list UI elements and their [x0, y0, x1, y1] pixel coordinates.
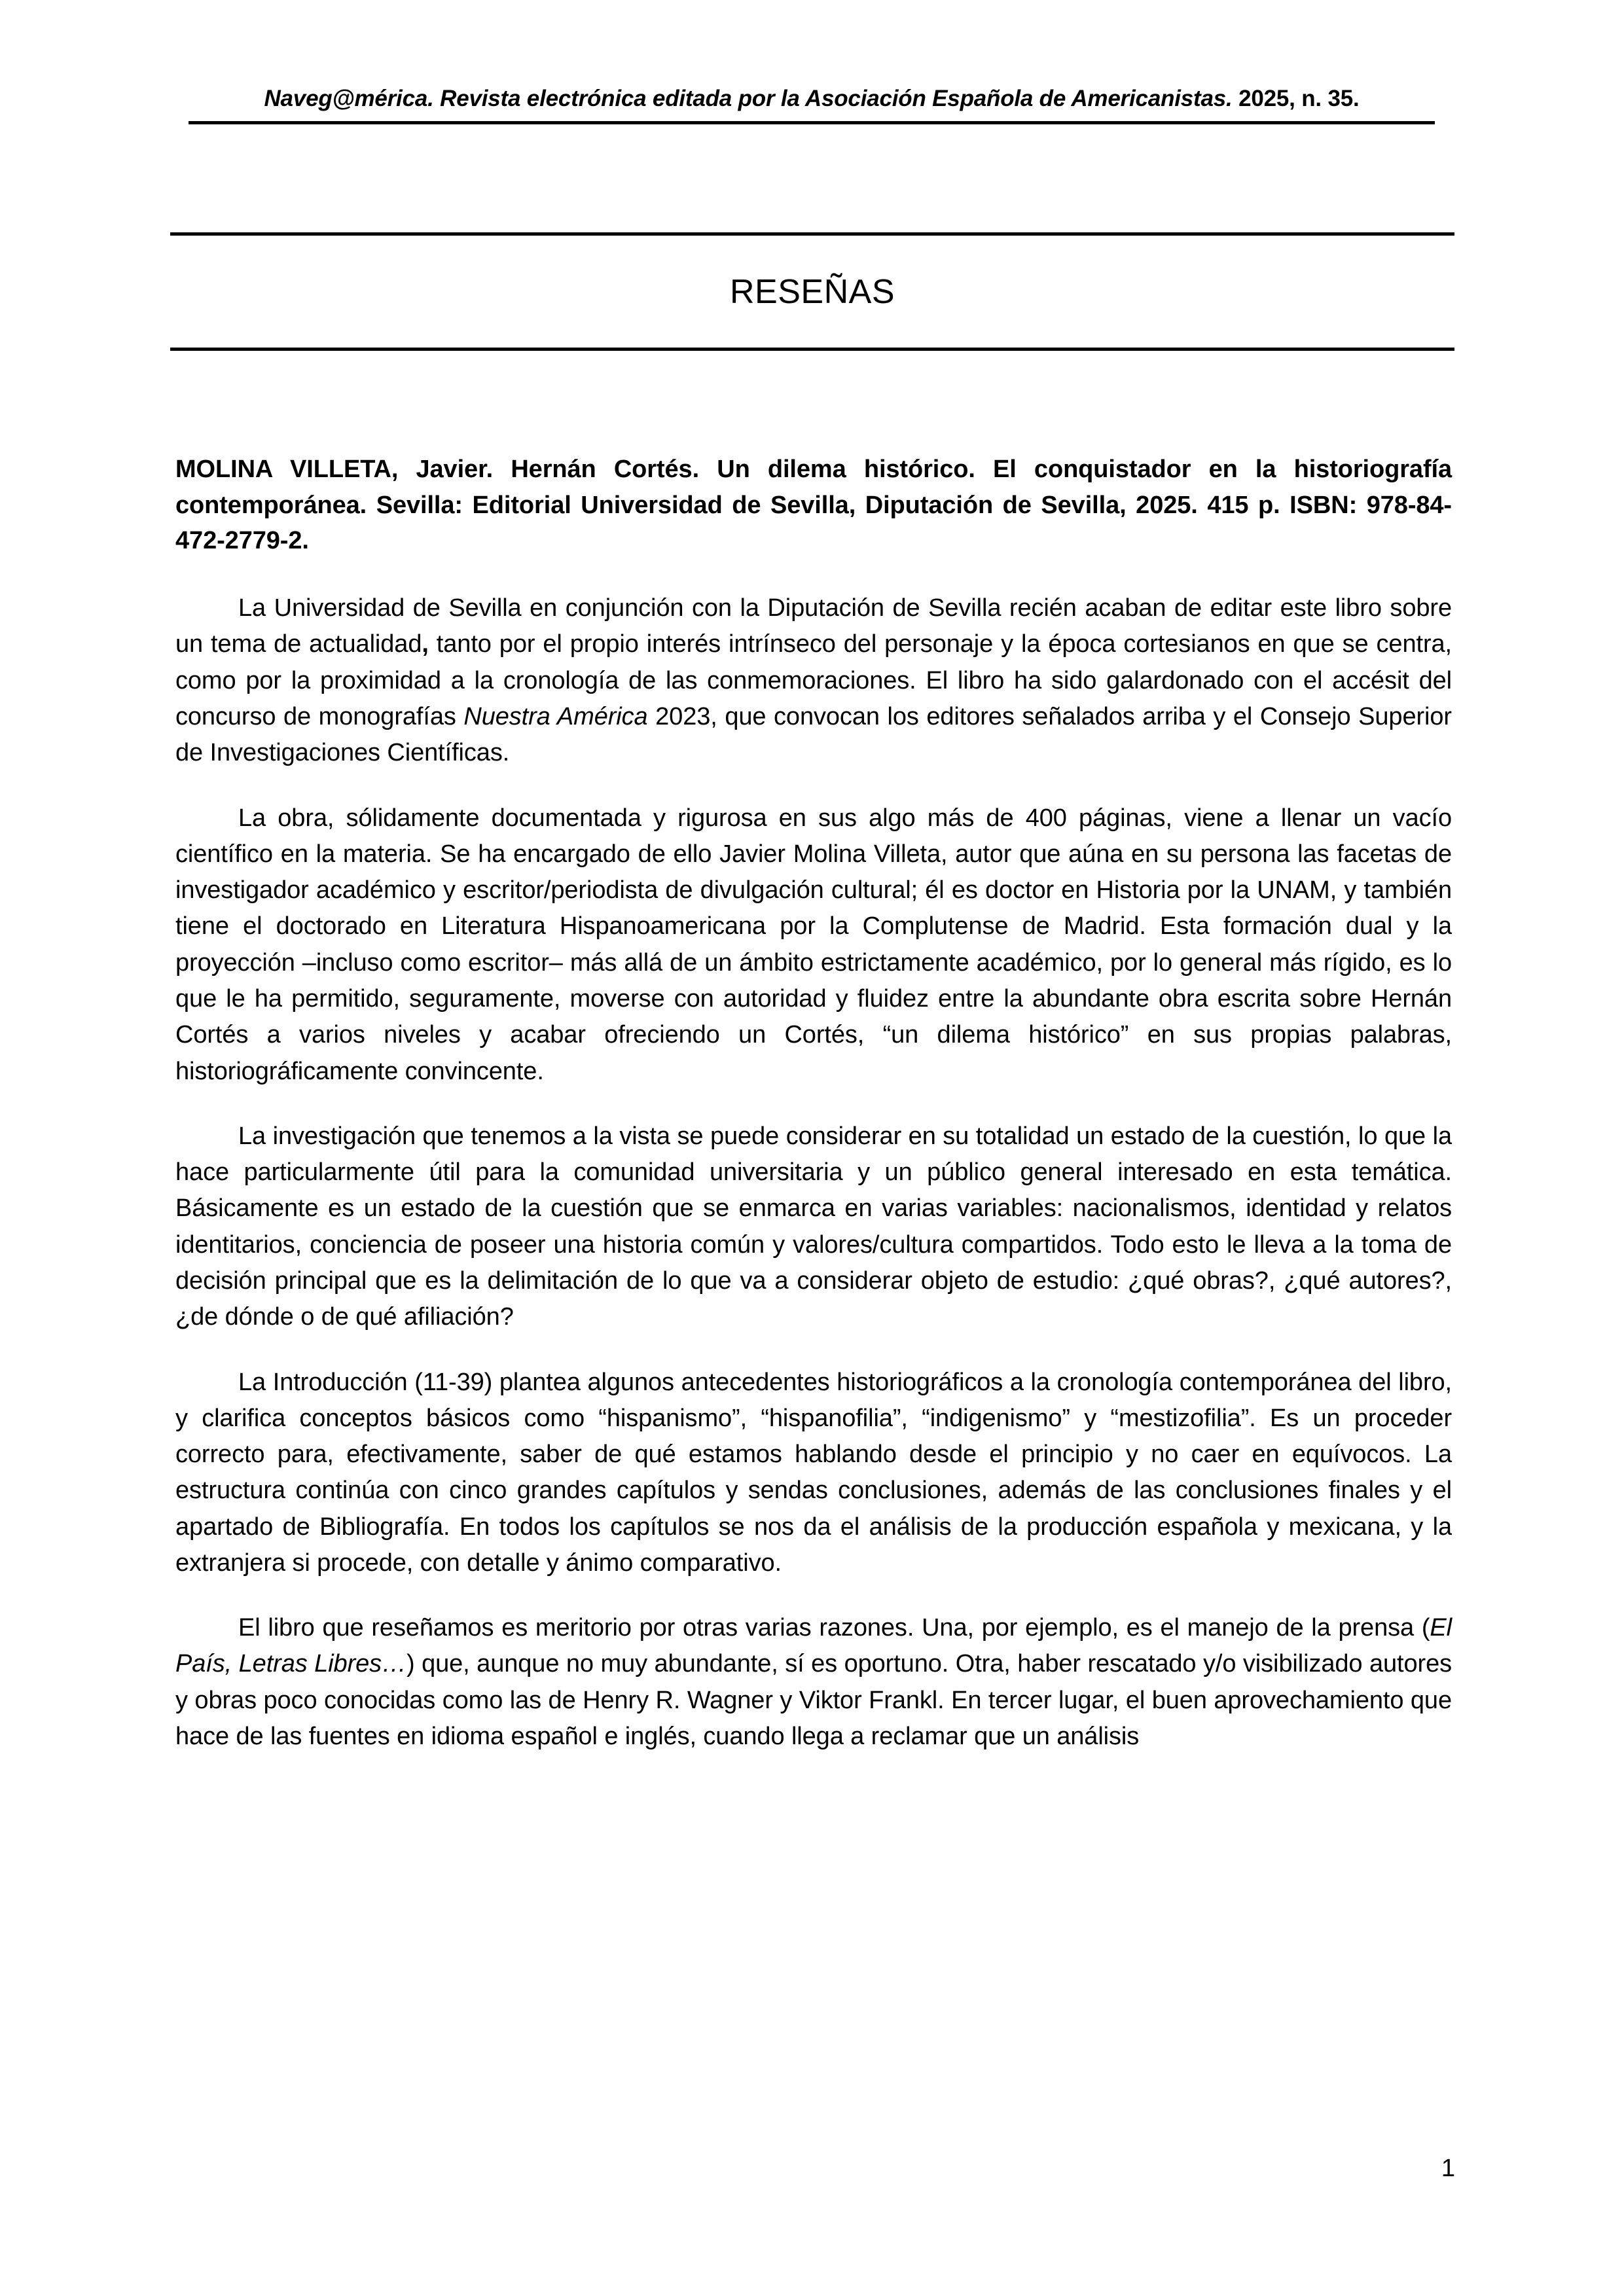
- section-title: RESEÑAS: [729, 272, 895, 311]
- issue-label: [1233, 86, 1239, 111]
- p5-text-b: ) que, aunque no muy abundante, sí es oportuno. Otra, haber rescatado y/o visibilizado autores y obras poco conocidas como las de Henry R. Wagner y Viktor Frankl. En tercer lugar, el buen aprovechamiento que hace de las fuentes en idioma español e inglés, cuando llega a reclamar que un análisis: [175, 1650, 1453, 1751]
- page-number: 1: [1441, 2155, 1455, 2182]
- paragraph-5: [175, 1610, 1452, 1755]
- p1-italic-title: Nuestra América: [463, 703, 648, 730]
- p5-italic-separator: ,: [225, 1650, 239, 1678]
- paragraph-4: La Introducción (11-39) plantea algunos antecedentes historiográficos a la cronología contemporánea del libro, y clarifica conceptos básicos como “hispanismo”, “hispanofilia”, “indigenismo” y “mestizofilia”. Es un proceder correcto para, efectivamente, saber de qué estamos hablando desde el principio y no caer en equívocos. La estructura continúa con cinco grandes capítulos y sendas conclusiones, además de las conclusiones finales y el apartado de Bibliografía. En todos los capítulos se nos da el análisis de la producción española y mexicana, y la extranjera si procede, con detalle y ánimo comparativo.: [175, 1368, 1452, 1577]
- p5-text-a: El libro que reseñamos es meritorio por otras varias razones. Una, por ejemplo, es el manejo de la prensa (: [238, 1614, 1430, 1642]
- running-head-text: [189, 86, 1435, 112]
- running-head: [189, 86, 1435, 124]
- book-citation: MOLINA VILLETA, Javier. Hernán Cortés. Un dilema histórico. El conquistador en la historiografía contemporánea. Sevilla: Editorial Universidad de Sevilla, Diputación de Sevilla, 2025. 415 p. ISBN: 978-84-472-2779-2.: [175, 456, 1452, 555]
- p5-ellipsis: …: [382, 1650, 406, 1678]
- p1-bold-comma: ,: [422, 630, 429, 658]
- section-banner: [170, 232, 1454, 351]
- p5-italic-letraslibres: Letras Libres: [238, 1650, 382, 1678]
- p1-text-b: tanto por el propio interés intrínseco del personaje y la época cortesianos en que se centra, como por la proximidad a la cronología de las conmemoraciones. El libro ha sido galardonado con el accésit del concurso de monografías: [175, 630, 1452, 730]
- p5-italic-elpais: El País: [175, 1614, 1452, 1678]
- paragraph-3: La investigación que tenemos a la vista se puede considerar en su totalidad un estado de la cuestión, lo que la hace particularmente útil para la comunidad universitaria y un público general interesado en esta temática. Básicamente es un estado de la cuestión que se enmarca en varias variables: nacionalismos, identidad y relatos identitarios, conciencia de poseer una historia común y valores/cultura compartidos. Todo esto le lleva a la toma de decisión principal que es la delimitación de lo que va a considerar objeto de estudio: ¿qué obras?, ¿qué autores?, ¿de dónde o de qué afiliación?: [175, 1122, 1452, 1331]
- body-column: [175, 452, 1452, 1755]
- journal-title: Naveg@mérica. Revista electrónica editada por la Asociación Española de Americanistas.: [264, 86, 1233, 111]
- p1-text-a: La Universidad de Sevilla en conjunción con la Diputación de Sevilla recién acaban de editar este libro sobre un tema de actualidad: [175, 594, 1452, 658]
- issue-text: 2025, n. 35.: [1238, 86, 1360, 111]
- paragraph-1: [175, 590, 1452, 771]
- paragraph-2: La obra, sólidamente documentada y rigurosa en sus algo más de 400 páginas, viene a llenar un vacío científico en la materia. Se ha encargado de ello Javier Molina Villeta, autor que aúna en su persona las facetas de investigador académico y escritor/periodista de divulgación cultural; él es doctor en Historia por la UNAM, y también tiene el doctorado en Literatura Hispanoamericana por la Complutense de Madrid. Esta formación dual y la proyección –incluso como escritor– más allá de un ámbito estrictamente académico, por lo general más rígido, es lo que le ha permitido, seguramente, moverse con autoridad y fluidez entre la abundante obra escrita sobre Hernán Cortés a varios niveles y acabar ofreciendo un Cortés, “un dilema histórico” en sus propias palabras, historiográficamente convincente.: [175, 804, 1452, 1085]
- p1-text-c: 2023, que convocan los editores señalados arriba y el Consejo Superior de Investigaciones Científicas.: [175, 703, 1452, 767]
